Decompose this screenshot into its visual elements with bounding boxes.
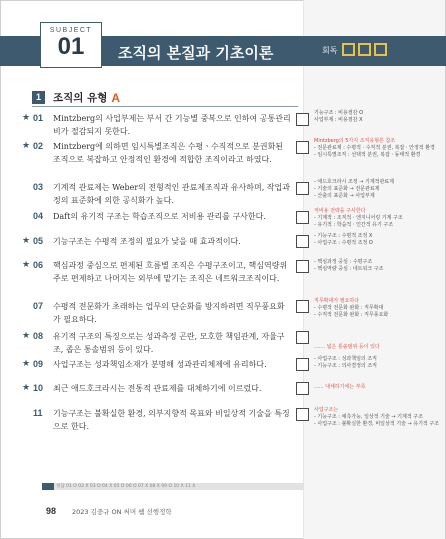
side-note: ...... 대체하기에는 부족 <box>314 384 366 390</box>
question-text: 사업구조는 성과책임소재가 분명해 성과관리체제에 유리하다. <box>53 360 267 369</box>
star-icon: ★ <box>22 383 31 393</box>
question-text: Mintzberg의 사업부제는 부서 간 기능별 중복으로 인하여 공통관리비가 절감되지 못한다. <box>53 114 291 136</box>
side-note: 사업구조는 - 기능구조 : 예측가능, 일상적 기술 → 기계적 구조 - 사업구조 : 불확실한 환경, 비일상적 기술 → 유기적 구조 <box>314 407 440 427</box>
round-checkbox-3[interactable] <box>374 43 387 56</box>
side-note: ....... 넓은 통솔범위 등이 있다 <box>314 344 380 350</box>
question-text: 수평적 전문화가 초래하는 업무의 단순화를 방지하려면 직무풍요화가 필요하다. <box>53 302 285 324</box>
question-item <box>22 181 292 207</box>
answer-checkbox[interactable] <box>296 260 309 273</box>
side-note: - 사업구조 : 성과책임의 조직 - 기능구조 : 의사결정의 조직 <box>314 356 377 369</box>
question-number: 10 <box>33 383 44 393</box>
question-item <box>22 300 292 326</box>
round-checkbox-2[interactable] <box>358 43 371 56</box>
question-item <box>22 407 292 433</box>
round-label: 회독 <box>322 46 338 55</box>
side-note: - 기능구조 : 수평적 조정 X - 사업구조 : 수평적 조정 O <box>314 233 373 246</box>
question-text: Mintzberg에 의하면 임시특별조직은 수평ㆍ수직적으로 분권화된 조직으로 복잡하고 안정적인 환경에 적합한 조직이라고 하였다. <box>53 142 284 164</box>
answer-key-tag <box>42 483 54 490</box>
footer-text: 2023 김중규 ON 써머 쌤 선행정학 <box>72 508 172 516</box>
side-note: Mintzberg의 5가지 조직유형론 참조 - 전문관료제 : 수평적ㆍ수직적 분권, 복잡ㆍ안정적 환경 - 임시특별조직 : 선택적 분권, 복잡ㆍ동태적 환경 <box>314 138 435 158</box>
question-text: 유기적 구조의 특징으로는 성과측정 곤란, 모호한 책임관계, 자율구조, 좁은 통솔범위 등이 있다. <box>53 332 285 354</box>
question-number: 05 <box>33 236 44 246</box>
star-icon: ★ <box>22 331 31 341</box>
side-note: 직무확대가 필요하다 - 수평적 전문화 완화 : 직무확대 - 수직적 전문화 완화 : 직무풍요화 <box>314 298 389 318</box>
star-icon <box>22 300 33 326</box>
question-number: 09 <box>33 359 44 369</box>
section-title: 조직의 유형 <box>53 92 108 104</box>
side-note: 기능구조 : 비용절감 O 사업부제 : 비용절감 X <box>314 110 364 123</box>
star-icon: ★ <box>22 359 31 369</box>
question-text: 핵심과정 중심으로 편제된 흐름별 조직은 수평구조이고, 핵심역량위주로 편제하고 나머지는 외부에 맡기는 조직은 네트워크조직이다. <box>53 261 288 283</box>
star-icon: ★ <box>22 113 31 123</box>
answer-checkbox[interactable] <box>296 300 309 313</box>
subject-label: SUBJECT <box>49 27 93 34</box>
question-number: 02 <box>33 141 44 151</box>
star-icon: ★ <box>22 260 31 270</box>
chapter-title: 조직의 본질과 기초이론 <box>118 44 274 62</box>
section-header <box>32 90 120 105</box>
star-icon <box>22 181 33 207</box>
section-grade: A <box>111 90 121 105</box>
star-icon: ★ <box>22 236 31 246</box>
answer-checkbox[interactable] <box>296 141 309 154</box>
star-icon <box>22 407 33 433</box>
side-note: 저비용 전략을 구사한다 - 기계적 : 조직적ㆍ엔지니어링 기계 구조 - 유기적 : 학습적ㆍ인간적 유기 구조 <box>314 208 403 228</box>
answer-checkbox[interactable] <box>296 382 309 395</box>
question-number: 11 <box>33 408 43 418</box>
question-number: 07 <box>33 301 44 311</box>
answer-checkbox[interactable] <box>296 235 309 248</box>
side-note: - 애드호크라시 조정 → 기계적관료제 - 기술의 표준화 → 전문관료제 - 산출의 표준화 → 사업부제 <box>314 179 394 199</box>
section-number: 1 <box>32 91 45 104</box>
question-item <box>22 330 292 356</box>
question-number: 03 <box>33 182 44 192</box>
answer-checkbox[interactable] <box>296 211 309 224</box>
question-item <box>22 112 292 138</box>
answer-checkbox[interactable] <box>296 331 309 344</box>
question-text: 최근 애드호크라시는 전통적 관료제를 대체하기에 이르렀다. <box>53 384 262 393</box>
question-number: 06 <box>33 260 44 270</box>
side-note: - 핵심과정 중심 : 수평구조 - 핵심역량 중심 : 네트워크 구조 <box>314 259 384 272</box>
answer-key-bar: 정답 01 O 02 X 03 O 04 X 05 O 06 O 07 X 08 X 09 O 10 X 11 X <box>42 483 304 490</box>
question-text: 기계적 관료제는 Weber의 전형적인 관료제조직과 유사하며, 작업과정의 표준화에 의한 공식화가 높다. <box>53 183 290 205</box>
question-item <box>22 235 292 248</box>
star-icon: ★ <box>22 141 31 151</box>
question-item <box>22 358 292 371</box>
subject-number: 01 <box>57 33 85 60</box>
answer-checkbox[interactable] <box>296 358 309 371</box>
question-number: 01 <box>33 113 44 123</box>
question-item <box>22 259 292 285</box>
question-number: 08 <box>33 331 44 341</box>
question-item <box>22 210 292 223</box>
section-divider <box>32 106 298 107</box>
page-number: 98 <box>46 506 57 516</box>
question-item <box>22 382 292 395</box>
subject-box <box>40 22 102 68</box>
question-number: 04 <box>33 211 44 221</box>
question-text: 기능구조는 수평적 조정의 필요가 낮을 때 효과적이다. <box>53 237 241 246</box>
question-item <box>22 140 292 166</box>
answer-checkbox[interactable] <box>296 408 309 421</box>
answer-checkbox[interactable] <box>296 113 309 126</box>
question-text: Daft의 유기적 구조는 학습조직으로 저비용 관리를 구사한다. <box>53 212 266 221</box>
star-icon <box>22 210 33 223</box>
question-text: 기능구조는 불확실한 환경, 의부지향적 목표와 비일상적 기술을 특징으로 한다. <box>53 409 290 431</box>
round-checkbox-1[interactable] <box>342 43 355 56</box>
answer-checkbox[interactable] <box>296 182 309 195</box>
round-checkboxes <box>342 43 387 56</box>
